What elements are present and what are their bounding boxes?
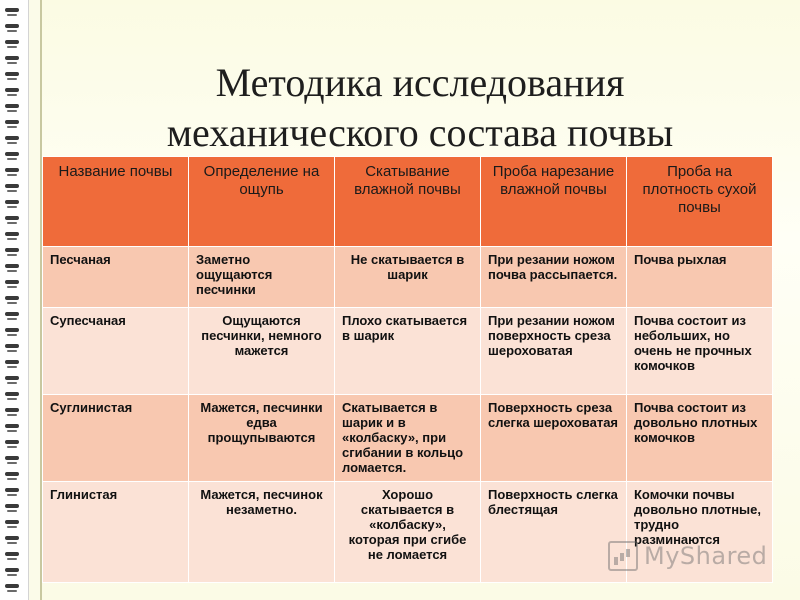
spiral-ring xyxy=(5,88,19,92)
cell-touch-test: Заметно ощущаются песчинки xyxy=(189,247,335,308)
spiral-ring xyxy=(5,424,19,428)
cell-cutting-test: При резании ножом поверхность среза шероховатая xyxy=(481,308,627,395)
table-row xyxy=(43,308,773,395)
cell-cutting-test: Поверхность слегка блестящая xyxy=(481,482,627,583)
header-rolling-test: Скатывание влажной почвы xyxy=(335,157,481,247)
cell-soil-name: Супесчаная xyxy=(43,308,189,395)
header-cutting-test: Проба нарезание влажной почвы xyxy=(481,157,627,247)
cell-rolling-test: Не скатывается в шарик xyxy=(335,247,481,308)
spiral-ring xyxy=(5,312,19,316)
cell-rolling-test: Хорошо скатывается в «колбаску», которая при сгибе не ломается xyxy=(335,482,481,583)
spiral-ring xyxy=(5,392,19,396)
cell-cutting-test: Поверхность среза слегка шероховатая xyxy=(481,395,627,482)
spiral-ring xyxy=(5,232,19,236)
soil-methods-table xyxy=(42,156,773,583)
spiral-ring xyxy=(5,120,19,124)
spiral-ring xyxy=(5,136,19,140)
spiral-ring xyxy=(5,584,19,588)
spiral-ring xyxy=(5,264,19,268)
table-row xyxy=(43,395,773,482)
header-density-test: Проба на плотность сухой почвы xyxy=(627,157,773,247)
spiral-ring xyxy=(5,152,19,156)
chart-board-icon xyxy=(608,541,638,571)
cell-rolling-test: Плохо скатывается в шарик xyxy=(335,308,481,395)
spiral-ring xyxy=(5,280,19,284)
watermark xyxy=(608,538,778,574)
watermark-text: MyShared xyxy=(644,542,768,570)
spiral-ring xyxy=(5,328,19,332)
cell-soil-name: Глинистая xyxy=(43,482,189,583)
spiral-ring xyxy=(5,248,19,252)
spiral-ring xyxy=(5,520,19,524)
cell-touch-test: Ощущаются песчинки, немного мажется xyxy=(189,308,335,395)
spiral-ring xyxy=(5,8,19,12)
cell-density-test: Почва рыхлая xyxy=(627,247,773,308)
spiral-ring xyxy=(5,40,19,44)
header-touch-test: Определение на ощупь xyxy=(189,157,335,247)
table-row xyxy=(43,247,773,308)
spiral-ring xyxy=(5,568,19,572)
cell-soil-name: Песчаная xyxy=(43,247,189,308)
spiral-ring xyxy=(5,72,19,76)
spiral-ring xyxy=(5,552,19,556)
spiral-ring xyxy=(5,488,19,492)
slide-title-line-2: механического состава почвы xyxy=(166,110,674,155)
cell-touch-test: Мажется, песчинки едва прощупываются xyxy=(189,395,335,482)
cell-rolling-test: Скатывается в шарик и в «колбаску», при сгибании в кольцо ломается. xyxy=(335,395,481,482)
spiral-ring xyxy=(5,104,19,108)
spiral-ring xyxy=(5,472,19,476)
cell-cutting-test: При резании ножом почва рассыпается. xyxy=(481,247,627,308)
spiral-ring xyxy=(5,408,19,412)
spiral-ring xyxy=(5,536,19,540)
spiral-ring xyxy=(5,184,19,188)
cell-density-test: Почва состоит из довольно плотных комочков xyxy=(627,395,773,482)
spiral-ring xyxy=(5,456,19,460)
spiral-ring xyxy=(5,216,19,220)
spiral-ring xyxy=(5,440,19,444)
cell-density-test: Почва состоит из небольших, но очень не прочных комочков xyxy=(627,308,773,395)
spiral-ring xyxy=(5,376,19,380)
spiral-ring xyxy=(5,168,19,172)
spiral-ring xyxy=(5,360,19,364)
spiral-ring xyxy=(5,200,19,204)
spiral-ring xyxy=(5,296,19,300)
spiral-ring xyxy=(5,24,19,28)
notebook-spiral-binding xyxy=(0,0,29,600)
header-soil-name: Название почвы xyxy=(43,157,189,247)
table-header-row xyxy=(43,157,773,247)
slide-title xyxy=(40,58,800,158)
spiral-ring xyxy=(5,344,19,348)
spiral-ring xyxy=(5,504,19,508)
spiral-ring xyxy=(5,56,19,60)
slide-title-line-1: Методика исследования xyxy=(215,60,625,105)
cell-soil-name: Суглинистая xyxy=(43,395,189,482)
cell-density-test: Комочки почвы довольно плотные, трудно разминаются xyxy=(627,482,773,583)
cell-touch-test: Мажется, песчинок незаметно. xyxy=(189,482,335,583)
